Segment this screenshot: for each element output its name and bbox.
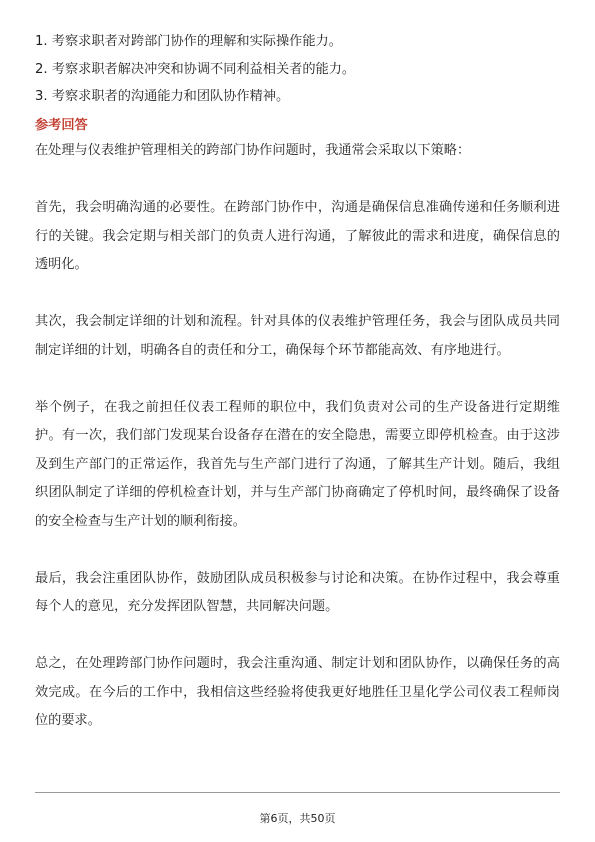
- answer-paragraph: 最后，我会注重团队协作，鼓励团队成员积极参与讨论和决策。在协作过程中，我会尊重每个人的意见，充分发挥团队智慧，共同解决问题。: [35, 570, 560, 614]
- criteria-item: 2. 考察求职者解决冲突和协调不同利益相关者的能力。: [35, 61, 356, 77]
- page-number: 第6页，共50页: [259, 812, 336, 825]
- criteria-item: 3. 考察求职者的沟通能力和团队协作精神。: [35, 89, 290, 104]
- answer-paragraph: 举个例子，在我之前担任仪表工程师的职位中，我们负责对公司的生产设备进行定期维护。有一次，我们部门发现某台设备存在潜在的安全隐患，需要立即停机检查。由于这涉及到生产部门的正常运作，我首先与生产部门进行了沟通，了解其生产计划。随后，我组织团队制定了详细的停机检查计划，并与生产部门协商确定了停机时间，最终确保了设备的安全检查与生产计划的顺利衔接。: [35, 399, 560, 529]
- footer-divider: [35, 792, 560, 793]
- answer-paragraph: 其次，我会制定详细的计划和流程。针对具体的仪表维护管理任务，我会与团队成员共同制定详细的计划，明确各自的责任和分工，确保每个环节都能高效、有序地进行。: [35, 314, 560, 358]
- page-content: [35, 33, 560, 736]
- criteria-item: 1. 考察求职者对跨部门协作的理解和实际操作能力。: [35, 34, 342, 49]
- paragraph-spacer: [35, 166, 560, 195]
- paragraph-spacer: [35, 365, 560, 394]
- answer-paragraph: 首先，我会明确沟通的必要性。在跨部门协作中，沟通是确保信息准确传递和任务顺利进行的关键。我会定期与相关部门的负责人进行沟通，了解彼此的需求和进度，确保信息的透明化。: [35, 200, 560, 272]
- answer-intro-paragraph: 在处理与仪表维护管理相关的跨部门协作问题时，我通常会采取以下策略：: [35, 143, 471, 158]
- paragraph-spacer: [35, 622, 560, 651]
- evaluation-criteria-list: [35, 33, 560, 106]
- answer-conclusion-paragraph: 总之，在处理跨部门协作问题时，我会注重沟通、制定计划和团队协作，以确保任务的高效完成。在今后的工作中，我相信这些经验将使我更好地胜任卫星化学公司仪表工程师岗位的要求。: [35, 656, 560, 728]
- paragraph-spacer: [35, 536, 560, 565]
- reference-answer-heading: 参考回答: [35, 118, 88, 133]
- paragraph-spacer: [35, 280, 560, 309]
